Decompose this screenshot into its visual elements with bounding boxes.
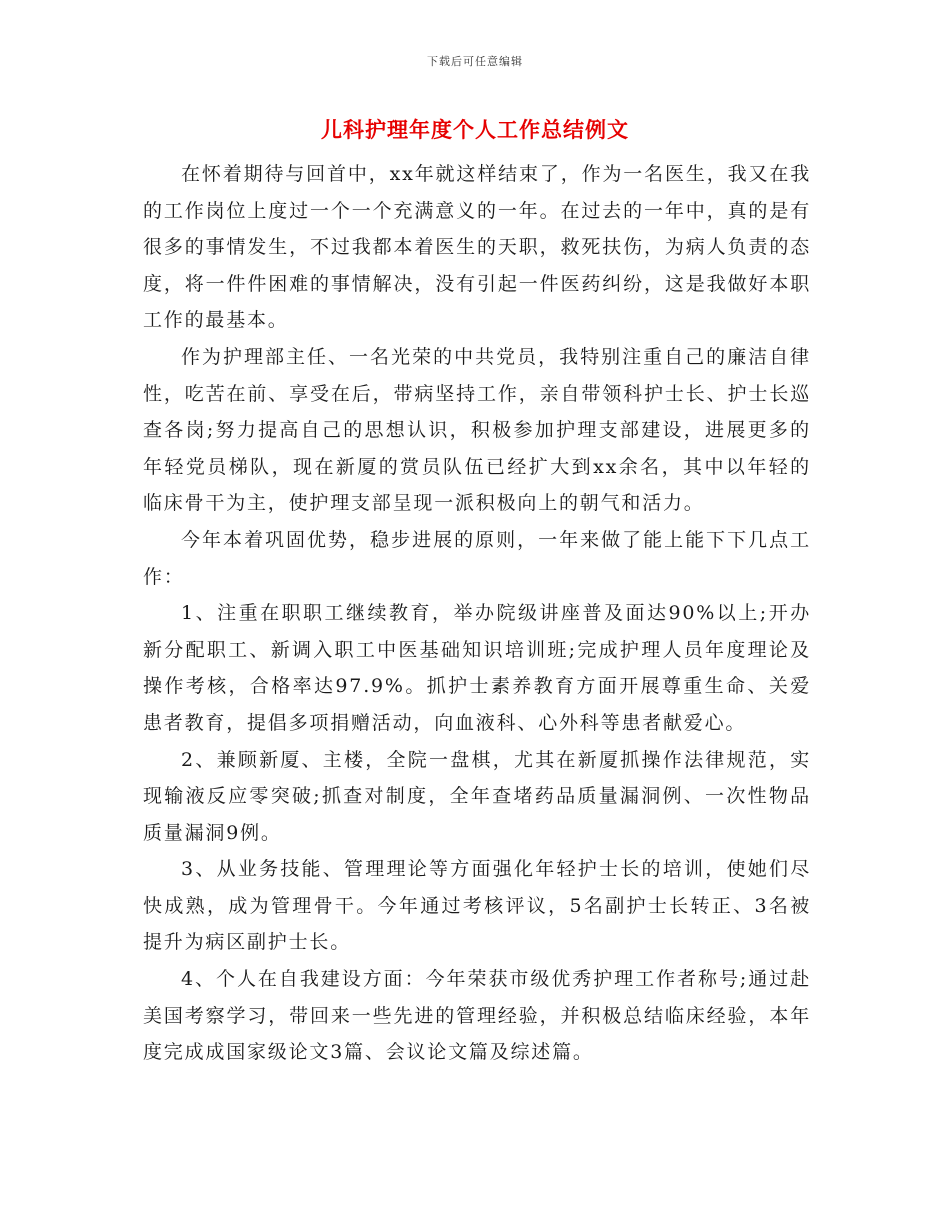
paragraph-item-4: 4、个人在自我建设方面：今年荣获市级优秀护理工作者称号;通过赴美国考察学习，带回来一些先进的管理经验，并积极总结临床经验，本年度完成成国家级论文3篇、会议论文篇及综述篇。 xyxy=(143,968,811,1064)
paragraph-work-overview: 今年本着巩固优势，稳步进展的原则，一年来做了能上能下下几点工作： xyxy=(143,528,811,588)
header-note: 下载后可任意编辑 xyxy=(427,55,523,68)
paragraph-item-2: 2、兼顾新厦、主楼，全院一盘棋，尤其在新厦抓操作法律规范，实现输液反应零突破;抓查对制度，全年查堵药品质量漏洞例、一次性物品质量漏洞9例。 xyxy=(143,748,811,844)
paragraph-intro: 在怀着期待与回首中，xx年就这样结束了，作为一名医生，我又在我的工作岗位上度过一个一个充满意义的一年。在过去的一年中，真的是有很多的事情发生，不过我都本着医生的天职，救死扶伤，为病人负责的态度，将一件件困难的事情解决，没有引起一件医药纠纷，这是我做好本职工作的最基本。 xyxy=(143,163,811,332)
paragraph-item-1: 1、注重在职职工继续教育，举办院级讲座普及面达90%以上;开办新分配职工、新调入职工中医基础知识培训班;完成护理人员年度理论及操作考核，合格率达97.9%。抓护士素养教育方面开展尊重生命、关爱患者教育，提倡多项捐赠活动，向血液科、心外科等患者献爱心。 xyxy=(143,602,811,734)
document-body xyxy=(143,156,811,1071)
paragraph-party-member: 作为护理部主任、一名光荣的中共党员，我特别注重自己的廉洁自律性，吃苦在前、享受在后，带病坚持工作，亲自带领科护士长、护士长巡查各岗;努力提高自己的思想认识，积极参加护理支部建设，进展更多的年轻党员梯队，现在新厦的赏员队伍已经扩大到xx余名，其中以年轻的临床骨干为主，使护理支部呈现一派积极向上的朝气和活力。 xyxy=(143,345,811,515)
document-title: 儿科护理年度个人工作总结例文 xyxy=(321,117,629,142)
paragraph-item-3: 3、从业务技能、管理理论等方面强化年轻护士长的培训，使她们尽快成熟，成为管理骨干。今年通过考核评议，5名副护士长转正、3名被提升为病区副护士长。 xyxy=(143,858,811,954)
